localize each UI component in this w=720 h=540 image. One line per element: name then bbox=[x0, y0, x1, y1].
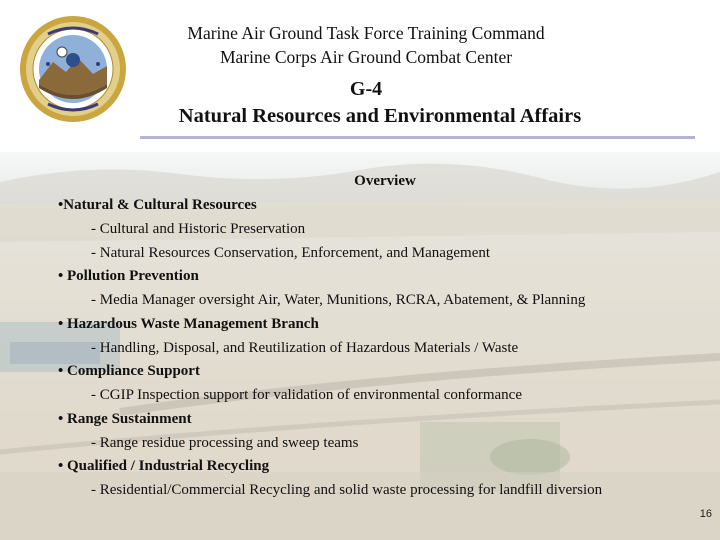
section-title-compliance-support: • Compliance Support bbox=[58, 363, 200, 379]
subitem-range-residue: - Range residue processing and sweep teams bbox=[91, 435, 359, 451]
subitem-handling-disposal: - Handling, Disposal, and Reutilization of Hazardous Materials / Waste bbox=[91, 340, 519, 356]
overview-content bbox=[0, 152, 720, 540]
org-title-line-2: Marine Corps Air Ground Combat Center bbox=[219, 47, 513, 67]
section-title-natural-cultural: •Natural & Cultural Resources bbox=[58, 197, 257, 213]
section-title-hazardous-waste: • Hazardous Waste Management Branch bbox=[58, 316, 319, 332]
section-title-pollution-prevention: • Pollution Prevention bbox=[58, 268, 199, 284]
office-title: Natural Resources and Environmental Affairs bbox=[178, 105, 582, 127]
section-title-recycling: • Qualified / Industrial Recycling bbox=[58, 458, 270, 474]
page-number: 16 bbox=[699, 508, 712, 520]
org-title-line-1: Marine Air Ground Task Force Training Command bbox=[187, 23, 545, 43]
subitem-media-manager: - Media Manager oversight Air, Water, Munitions, RCRA, Abatement, & Planning bbox=[91, 292, 586, 308]
subitem-residential-recycling: - Residential/Commercial Recycling and solid waste processing for landfill diversion bbox=[91, 482, 603, 498]
subitem-cultural-historic: - Cultural and Historic Preservation bbox=[91, 221, 306, 237]
section-title-range-sustainment: • Range Sustainment bbox=[58, 411, 192, 427]
overview-heading: Overview bbox=[354, 173, 416, 189]
slide-header bbox=[0, 0, 720, 150]
subitem-cgip-inspection: - CGIP Inspection support for validation of environmental conformance bbox=[91, 387, 522, 403]
header-divider bbox=[140, 136, 695, 139]
department-title: G-4 bbox=[349, 78, 383, 100]
subitem-natural-resources: - Natural Resources Conservation, Enforcement, and Management bbox=[91, 245, 491, 261]
